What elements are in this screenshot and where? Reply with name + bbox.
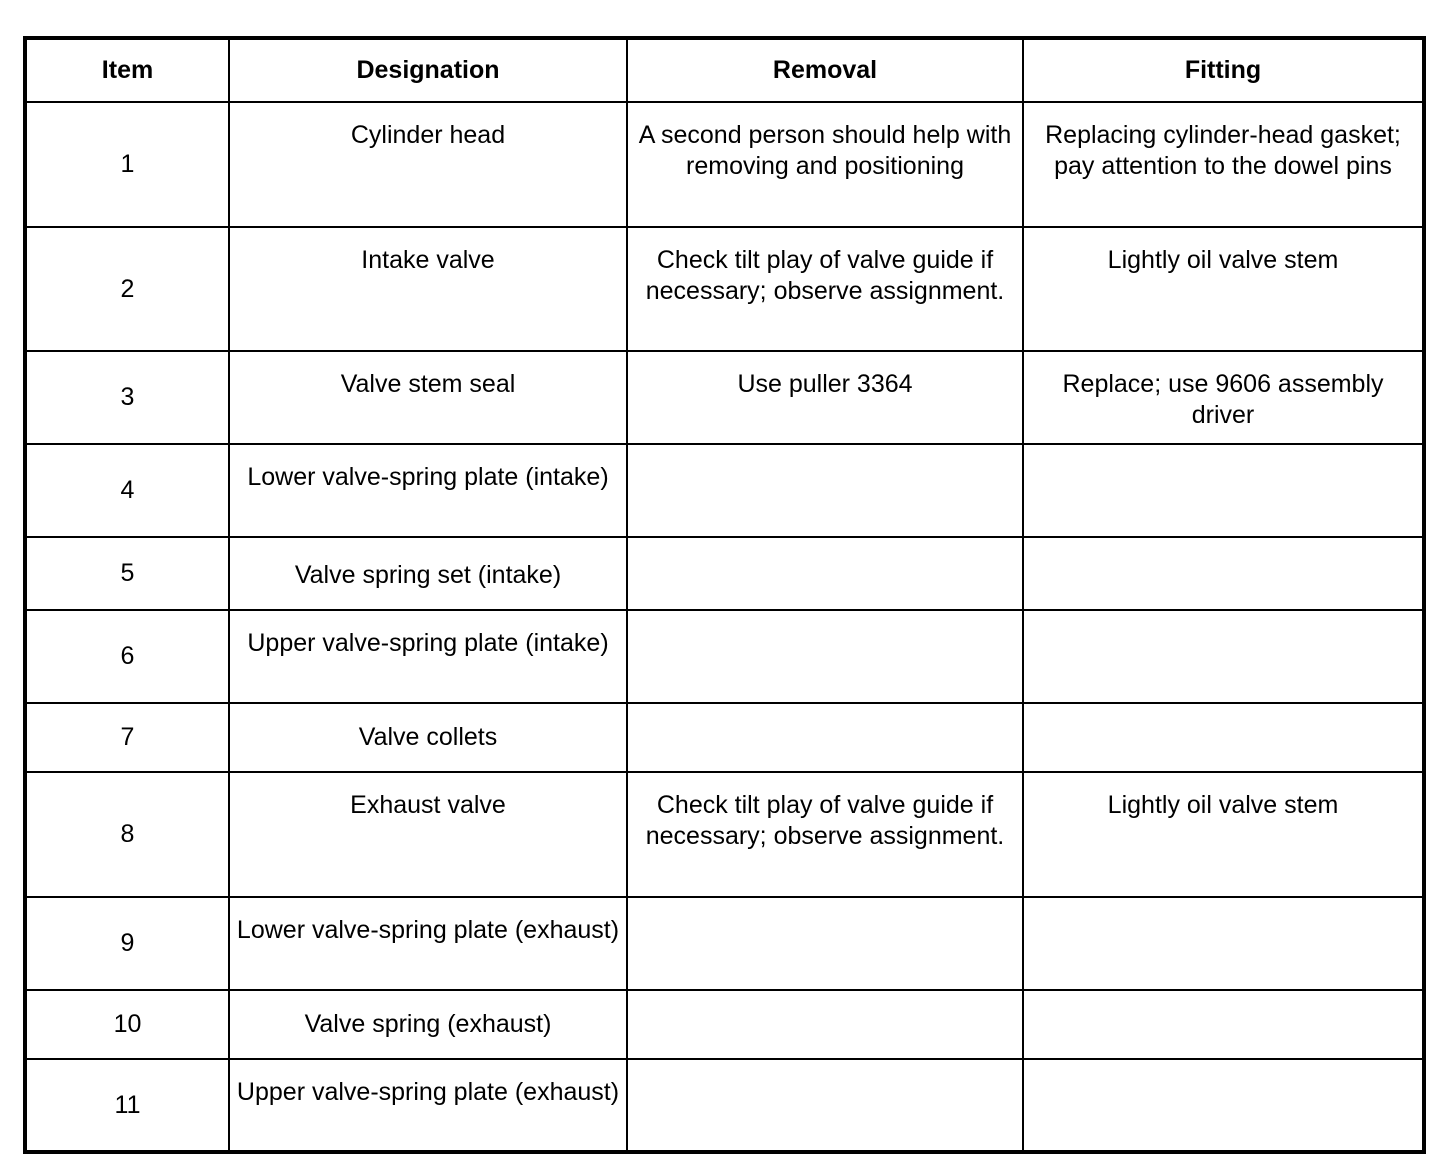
item-cell: 4 (25, 444, 229, 537)
removal-cell: Check tilt play of valve guide if necessary; observe assignment. (627, 227, 1023, 351)
fitting-cell: Lightly oil valve stem (1023, 227, 1424, 351)
fitting-cell (1023, 897, 1424, 990)
removal-cell: Check tilt play of valve guide if necessary; observe assignment. (627, 772, 1023, 897)
designation-cell: Valve stem seal (229, 351, 627, 444)
column-header-fitting: Fitting (1023, 38, 1424, 102)
item-cell: 7 (25, 703, 229, 772)
table-row (25, 610, 1424, 703)
table-row (25, 102, 1424, 227)
fitting-cell (1023, 990, 1424, 1059)
removal-cell: A second person should help with removing and positioning (627, 102, 1023, 227)
removal-cell (627, 897, 1023, 990)
table-row (25, 1059, 1424, 1152)
designation-cell: Valve spring (exhaust) (229, 990, 627, 1059)
table-row (25, 897, 1424, 990)
designation-cell: Valve collets (229, 703, 627, 772)
item-cell: 6 (25, 610, 229, 703)
table-row (25, 444, 1424, 537)
column-header-removal: Removal (627, 38, 1023, 102)
designation-cell: Upper valve-spring plate (intake) (229, 610, 627, 703)
item-cell: 3 (25, 351, 229, 444)
removal-cell (627, 444, 1023, 537)
parts-table (23, 36, 1426, 1154)
fitting-cell: Lightly oil valve stem (1023, 772, 1424, 897)
table-row (25, 351, 1424, 444)
designation-cell: Valve spring set (intake) (229, 537, 627, 610)
table-row (25, 227, 1424, 351)
item-cell: 1 (25, 102, 229, 227)
item-cell: 2 (25, 227, 229, 351)
designation-cell: Lower valve-spring plate (exhaust) (229, 897, 627, 990)
item-cell: 10 (25, 990, 229, 1059)
removal-cell (627, 703, 1023, 772)
fitting-cell: Replace; use 9606 assembly driver (1023, 351, 1424, 444)
table-row (25, 990, 1424, 1059)
designation-cell: Cylinder head (229, 102, 627, 227)
fitting-cell: Replacing cylinder-head gasket; pay attention to the dowel pins (1023, 102, 1424, 227)
item-cell: 9 (25, 897, 229, 990)
item-cell: 5 (25, 537, 229, 610)
designation-cell: Upper valve-spring plate (exhaust) (229, 1059, 627, 1152)
designation-cell: Lower valve-spring plate (intake) (229, 444, 627, 537)
item-cell: 8 (25, 772, 229, 897)
table-row (25, 537, 1424, 610)
item-cell: 11 (25, 1059, 229, 1152)
removal-cell (627, 610, 1023, 703)
removal-cell: Use puller 3364 (627, 351, 1023, 444)
fitting-cell (1023, 444, 1424, 537)
fitting-cell (1023, 1059, 1424, 1152)
removal-cell (627, 990, 1023, 1059)
column-header-designation: Designation (229, 38, 627, 102)
fitting-cell (1023, 610, 1424, 703)
removal-cell (627, 537, 1023, 610)
table-row (25, 703, 1424, 772)
fitting-cell (1023, 537, 1424, 610)
designation-cell: Intake valve (229, 227, 627, 351)
removal-cell (627, 1059, 1023, 1152)
fitting-cell (1023, 703, 1424, 772)
designation-cell: Exhaust valve (229, 772, 627, 897)
table-row (25, 772, 1424, 897)
column-header-item: Item (25, 38, 229, 102)
table-header-row (25, 38, 1424, 102)
